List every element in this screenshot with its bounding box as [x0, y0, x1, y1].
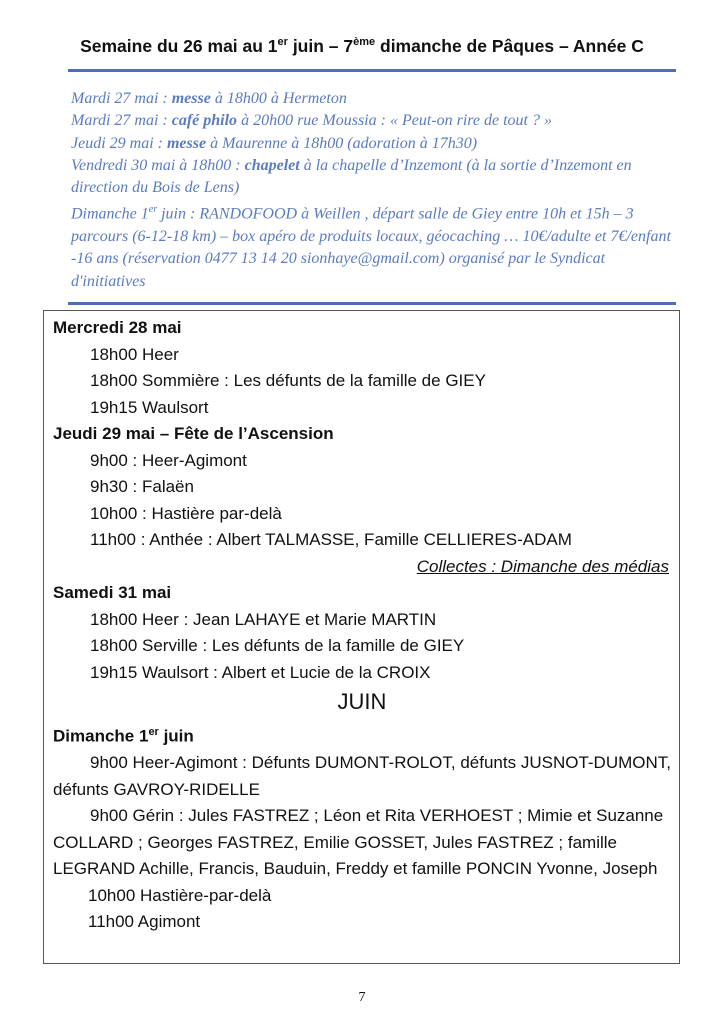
mass-entry: 11h00 Agimont — [88, 912, 201, 932]
mass-entry: 9h00 Gérin : Jules FASTREZ ; Léon et Rita VERHOEST ; Mimie et Suzanne COLLARD ; Georges FASTREZ, Emilie GOSSET, Jules FASTREZ ; famille LEGRAND Achille, Francis, Bauduin, Freddy et famille PONCIN Yvonne, Joseph — [53, 806, 664, 879]
top-divider — [68, 69, 676, 72]
day-heading: Dimanche 1er juin — [53, 726, 194, 746]
mass-entry: 19h15 Waulsort — [90, 397, 209, 417]
mass-entry: 19h15 Waulsort : Albert et Lucie de la CROIX — [90, 662, 431, 682]
mass-entry: 9h00 Heer-Agimont : Défunts DUMONT-ROLOT, défunts JUSNOT-DUMONT, défunts GAVROY-RIDELLE — [53, 753, 671, 799]
mass-entry: 10h00 Hastière-par-delà — [88, 885, 272, 905]
bottom-divider — [68, 302, 676, 305]
mass-entry: 9h00 : Heer-Agimont — [90, 450, 247, 470]
announcements — [71, 88, 671, 293]
collecte-note: Collectes : Dimanche des médias — [416, 556, 669, 576]
mass-entry: 18h00 Heer — [90, 344, 179, 364]
notice-item: Jeudi 29 mai : messe à Maurenne à 18h00 (adoration à 17h30) — [71, 134, 478, 152]
notice-item: Dimanche 1er juin : RANDOFOOD à Weillen , départ salle de Giey entre 10h et 15h – 3 parcours (6-12-18 km) – box apéro de produits locaux, géocaching … 10€/adulte et 7€/enfant -16 ans (réservation 0477 13 14 20 sionhaye@gmail.com) organisé par le Syndicat d'initiatives — [71, 204, 671, 290]
page-title: Semaine du 26 mai au 1er juin – 7ème dimanche de Pâques – Année C — [80, 36, 644, 56]
mass-entry: 11h00 : Anthée : Albert TALMASSE, Famille CELLIERES-ADAM — [90, 530, 572, 549]
notice-item: Mardi 27 mai : messe à 18h00 à Hermeton — [71, 90, 347, 107]
mass-schedule — [43, 310, 680, 964]
mass-entry: 18h00 Heer : Jean LAHAYE et Marie MARTIN — [90, 609, 437, 629]
mass-entry: 18h00 Sommière : Les défunts de la famille de GIEY — [90, 371, 486, 390]
mass-entry: 9h30 : Falaën — [90, 477, 194, 496]
day-heading: Mercredi 28 mai — [53, 318, 182, 337]
day-heading: Samedi 31 mai — [53, 583, 172, 602]
notice-item: Vendredi 30 mai à 18h00 : chapelet à la chapelle d’Inzemont (à la sortie d’Inzemont en direction du Bois de Lens) — [71, 156, 632, 197]
page-number: 7 — [358, 990, 366, 1005]
day-heading: Jeudi 29 mai – Fête de l’Ascension — [53, 424, 334, 443]
mass-entry: 10h00 : Hastière par-delà — [90, 503, 282, 523]
month-heading: JUIN — [337, 689, 387, 714]
notice-item: Mardi 27 mai : café philo à 20h00 rue Moussia : « Peut-on rire de tout ? » — [71, 112, 552, 130]
mass-entry: 18h00 Serville : Les défunts de la famille de GIEY — [90, 636, 465, 655]
